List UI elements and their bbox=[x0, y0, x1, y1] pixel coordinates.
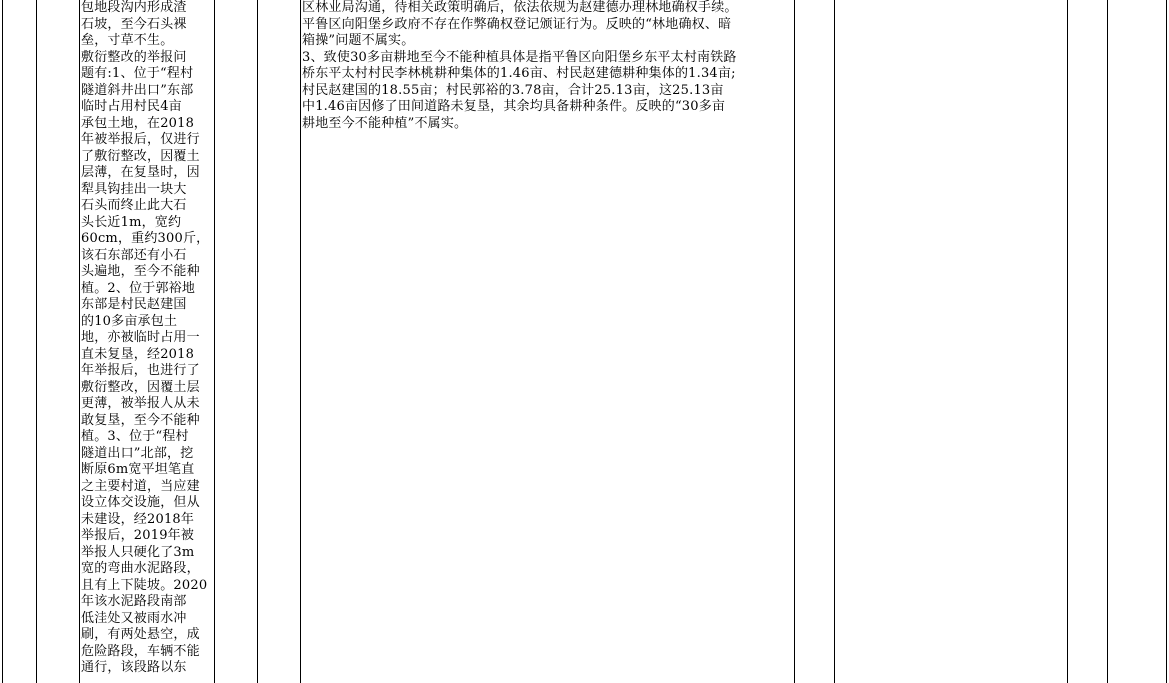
column-border bbox=[834, 0, 835, 683]
column-border bbox=[300, 0, 301, 683]
investigation-findings-cell: 区林业局沟通，待相关政策明确后，依法依规为赵建德办理林地确权手续。 平鲁区向阳堡乡政府不存在作弊确权登记颁证行为。反映的“林地确权、暗 箱操”问题不属实。 3、致使30多亩耕地至今不能种植具体是指平鲁区向阳堡乡东平太村南铁路 桥东平太村村民李林桃耕种集体的1.46亩、村民赵建德耕种集体的1.34亩; 村民赵建国的18.55亩；村民郭裕的3.78亩，合计25.13亩，这25.13亩 中1.46亩因修了田间道路未复垦，其余均具备耕种条件。反映的“30多亩 耕地至今不能种植”不属实。 bbox=[302, 0, 738, 131]
column-border bbox=[257, 0, 258, 683]
complaint-content-cell: 包地段沟内形成渣 石坡，至今石头裸 垒，寸草不生。 敷衍整改的举报问 题有:1、位于“程村 隧道斜井出口”东部 临时占用村民4亩 承包土地，在2018 年被举报后，仅进行 了敷衍整改，因覆土 层薄，在复垦时，因 犁具钩挂出一块大 石头而终止此大石 头长近1m，宽约 60cm，重约300斤， 该石东部还有小石 头遍地，至今不能种 植。2、位于郭裕地 东部是村民赵建国 的10多亩承包土 地，亦被临时占用一 直未复垦，经2018 年举报后，也进行了 敷衍整改，因覆土层 更薄，被举报人从未 敢复垦，至今不能种 植。3、位于“程村 隧道出口”北部，挖 断原6m宽平坦笔直 之主要村道，当应建 设立体交设施，但从 未建设，经2018年 举报后，2019年被 举报人只硬化了3m 宽的弯曲水泥路段， 且有上下陡坡。2020 年该水泥路段南部 低洼处又被雨水冲 刷，有两处悬空，成 危险路段，车辆不能 通行，该段路以东 bbox=[81, 0, 210, 675]
column-border bbox=[1166, 0, 1167, 683]
column-border bbox=[794, 0, 795, 683]
column-border bbox=[1107, 0, 1108, 683]
column-border bbox=[79, 0, 80, 683]
column-border bbox=[36, 0, 37, 683]
column-border bbox=[214, 0, 215, 683]
column-border bbox=[1067, 0, 1068, 683]
column-border bbox=[2, 0, 3, 683]
